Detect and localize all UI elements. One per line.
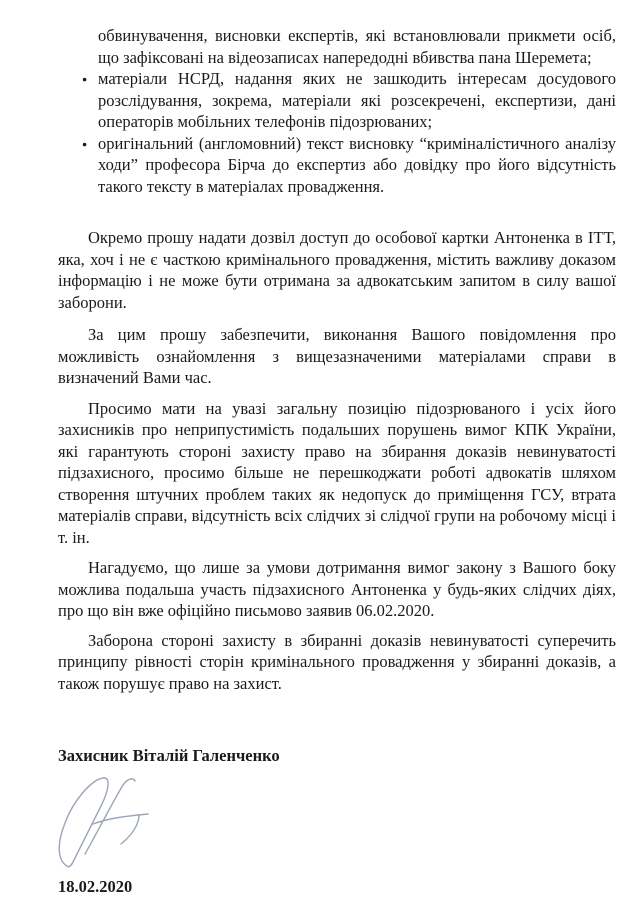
signature-image <box>52 772 164 868</box>
bullet-item-continuation-text: обвинувачення, висновки експертів, які встановлювали прикмети осіб, що зафіксовані на відеозаписах напередодні вбивства пана Шеремета; <box>98 25 616 68</box>
bullet-item-text: матеріали НСРД, надання яких не зашкодить інтересам досудового розслідування, зокрема, матеріали які розсекречені, експертизи, дані операторів мобільних телефонів підозрюваних; <box>98 69 616 131</box>
body-paragraph: Заборона стороні захисту в збиранні доказів невинуватості суперечить принципу рівності сторін кримінального провадження у збиранні доказів, а також порушує право на захист. <box>58 630 616 695</box>
bullet-item <box>98 133 616 198</box>
bullet-icon: ● <box>82 69 87 91</box>
signer-name: Захисник Віталій Галенченко <box>58 745 616 767</box>
body-paragraph: Просимо мати на увазі загальну позицію підозрюваного і усіх його захисників про неприпустимість подальших порушень вимог КПК України, які гарантують стороні захисту право на збирання доказів невинуватості підзахисного, просимо більше не перешкоджати роботі адвокатів шляхом створення штучних проблем таких як недопуск до приміщення ГСУ, втрата матеріалів справи, відсутність всіх слідчих зі слідчої групи на робочому місці і т. ін. <box>58 398 616 549</box>
bullet-list <box>58 68 616 197</box>
document-date: 18.02.2020 <box>58 876 616 897</box>
bullet-item <box>98 68 616 133</box>
bullet-item-text: оригінальний (англомовний) текст висновку “криміналістичного аналізу ходи” професора Бірча до експертиз або довідку про його відсутність такого тексту в матеріалах провадження. <box>98 134 616 196</box>
signature-block <box>52 772 616 873</box>
body-paragraph: Нагадуємо, що лише за умови дотримання вимог закону з Вашого боку можлива подальша участь підзахисного Антоненка у будь-яких слідчих діях, про що він вже офіційно письмово заявив 06.02.2020. <box>58 557 616 622</box>
body-paragraph: За цим прошу забезпечити, виконання Вашого повідомлення про можливість ознайомлення з вищезазначеними матеріалами справи в визначений Вами час. <box>58 324 616 389</box>
bullet-icon: ● <box>82 134 87 156</box>
body-paragraph: Окремо прошу надати дозвіл доступ до особової картки Антоненка в ІТТ, яка, хоч і не є часткою кримінального провадження, містить важливу доказом інформацію і не може бути отримана за адвокатським запитом в силу вашої заборони. <box>58 227 616 313</box>
